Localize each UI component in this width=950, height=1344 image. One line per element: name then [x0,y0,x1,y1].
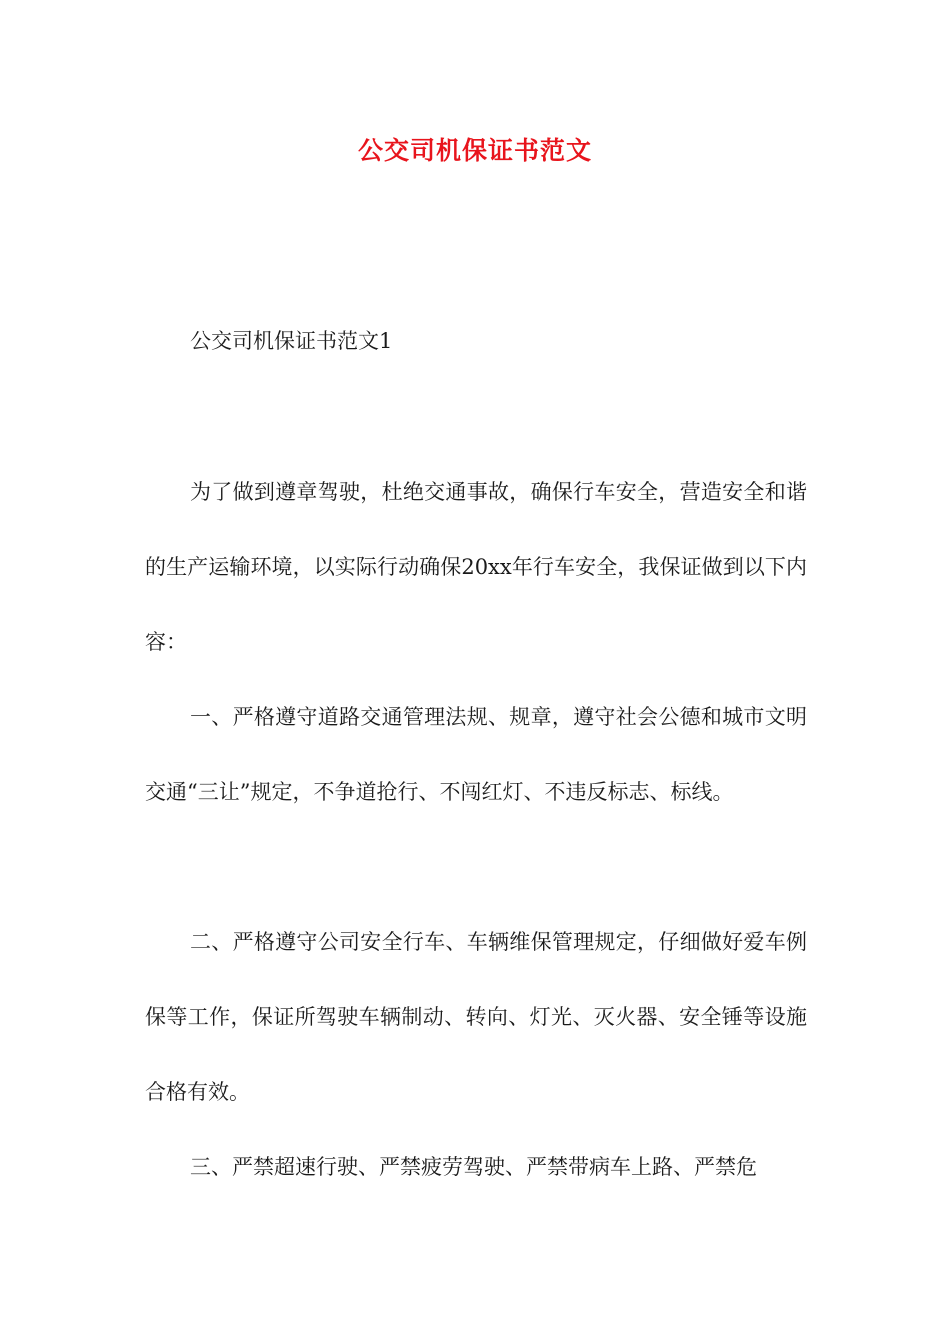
section-heading: 公交司机保证书范文1 [190,329,393,353]
paragraph-item-1: 一、严格遵守道路交通管理法规、规章，遵守社会公德和城市文明交通“三让”规定，不争道抢行、不闯红灯、不违反标志、标线。 [145,705,807,804]
paragraph-item-2: 二、严格遵守公司安全行车、车辆维保管理规定，仔细做好爱车例保等工作，保证所驾驶车辆制动、转向、灯光、灭火器、安全锤等设施合格有效。 [145,930,807,1104]
paragraph-item-3: 三、严禁超速行驶、严禁疲劳驾驶、严禁带病车上路、严禁危 [190,1155,757,1179]
paragraph-intro: 为了做到遵章驾驶，杜绝交通事故，确保行车安全，营造安全和谐的生产运输环境，以实际行动确保20xx年行车安全，我保证做到以下内容： [145,480,807,654]
document-title: 公交司机保证书范文 [357,136,592,165]
